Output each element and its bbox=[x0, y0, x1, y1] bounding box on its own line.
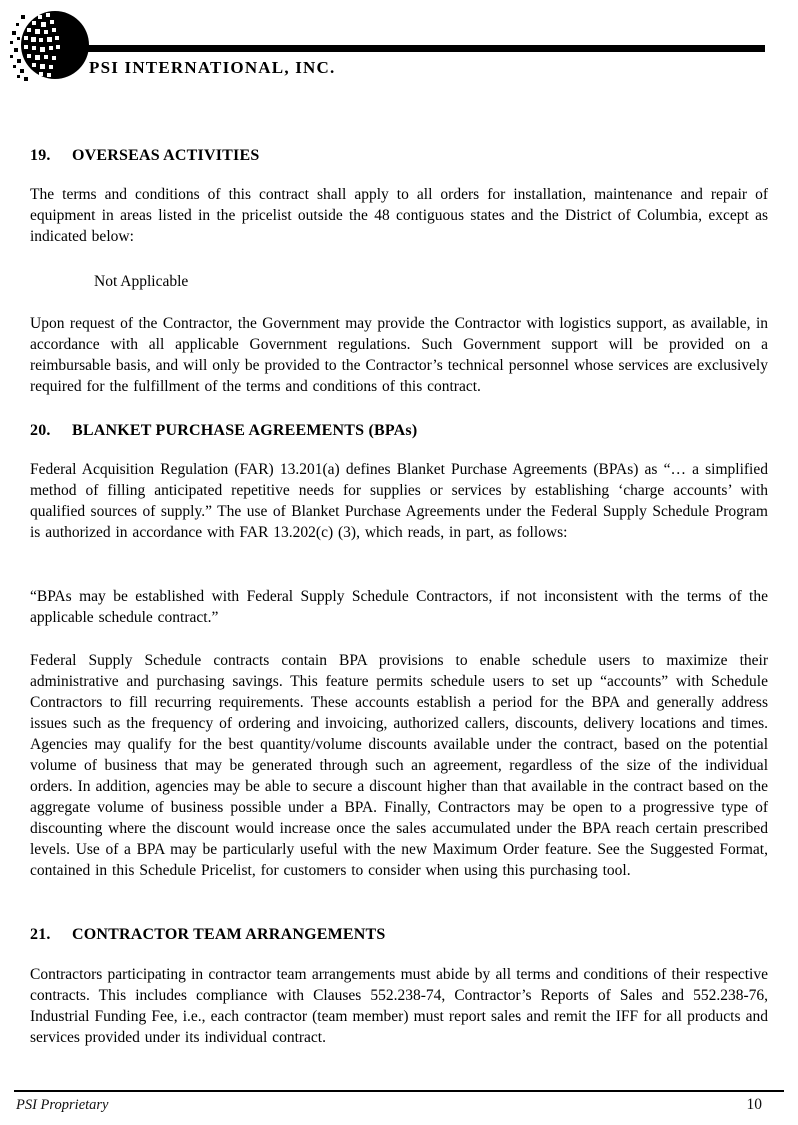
section-20-paragraph-2: “BPAs may be established with Federal Supply Schedule Contractors, if not inconsistent with the terms of the applicable schedule contract.” bbox=[30, 588, 768, 626]
section-20-title: BLANKET PURCHASE AGREEMENTS (BPAs) bbox=[72, 422, 418, 439]
footer-proprietary-label: PSI Proprietary bbox=[16, 1097, 109, 1113]
section-19-number: 19. bbox=[30, 147, 51, 164]
footer-page-number: 10 bbox=[746, 1096, 762, 1113]
section-19-paragraph-2: Upon request of the Contractor, the Government may provide the Contractor with logistics support, as available, in accordance with all applicable Government regulations. Such Government support will be provided on a reimbursable basis, and will only be provided to the Contractor’s technical personnel whose services are exclusively required for the fulfillment of the terms and conditions of this contract. bbox=[30, 315, 768, 395]
section-20-paragraph-3: Federal Supply Schedule contracts contain BPA provisions to enable schedule users to maximize their administrative and purchasing savings. This feature permits schedule users to set up “accounts” with Schedule Contractors to fill recurring requirements. These accounts establish a period for the BPA and generally address issues such as the frequency of ordering and invoicing, authorized callers, discounts, delivery locations and times. Agencies may qualify for the best quantity/volume discounts available under the contract, based on the potential volume of business that may be generated through such an agreement, regardless of the size of the individual orders. In addition, agencies may be able to secure a discount higher than that available in the contract based on the aggregate volume of business possible under a BPA. Finally, Contractors may be open to a progressive type of discounting where the discount would increase once the sales accumulated under the BPA reach certain prescribed levels. Use of a BPA may be particularly useful with the new Maximum Order feature. See the Suggested Format, contained in this Schedule Pricelist, for customers to consider when using this purchasing tool. bbox=[30, 652, 768, 879]
footer-rule bbox=[14, 1090, 784, 1092]
header-rule bbox=[85, 45, 765, 52]
section-19-heading bbox=[30, 147, 768, 165]
section-21-number: 21. bbox=[30, 926, 51, 943]
section-20-number: 20. bbox=[30, 422, 51, 439]
section-21-heading bbox=[30, 926, 768, 944]
company-name: PSI INTERNATIONAL, INC. bbox=[89, 58, 336, 77]
section-21-paragraph-1: Contractors participating in contractor team arrangements must abide by all terms and conditions of their respective contracts. This includes compliance with Clauses 552.238-74, Contractor’s Reports of Sales and 552.238-76, Industrial Funding Fee, i.e., each contractor (team member) must report sales and remit the IFF for all products and services provided under its individual contract. bbox=[30, 966, 768, 1046]
footer bbox=[16, 1096, 762, 1114]
psi-globe-logo-icon bbox=[8, 5, 92, 89]
section-19-title: OVERSEAS ACTIVITIES bbox=[72, 147, 260, 164]
section-19-indented-note: Not Applicable bbox=[94, 273, 189, 290]
section-20-paragraph-1: Federal Acquisition Regulation (FAR) 13.201(a) defines Blanket Purchase Agreements (BPAs) as “… a simplified method of filling anticipated repetitive needs for supplies or services by establishing ‘charge accounts’ with qualified sources of supply.” The use of Blanket Purchase Agreements under the Federal Supply Schedule Program is authorized in accordance with FAR 13.202(c) (3), which reads, in part, as follows: bbox=[30, 461, 768, 541]
section-20-heading bbox=[30, 422, 768, 440]
section-19-paragraph-1: The terms and conditions of this contract shall apply to all orders for installation, maintenance and repair of equipment in areas listed in the pricelist outside the 48 contiguous states and the District of Columbia, except as indicated below: bbox=[30, 186, 768, 245]
section-21-title: CONTRACTOR TEAM ARRANGEMENTS bbox=[72, 926, 386, 943]
